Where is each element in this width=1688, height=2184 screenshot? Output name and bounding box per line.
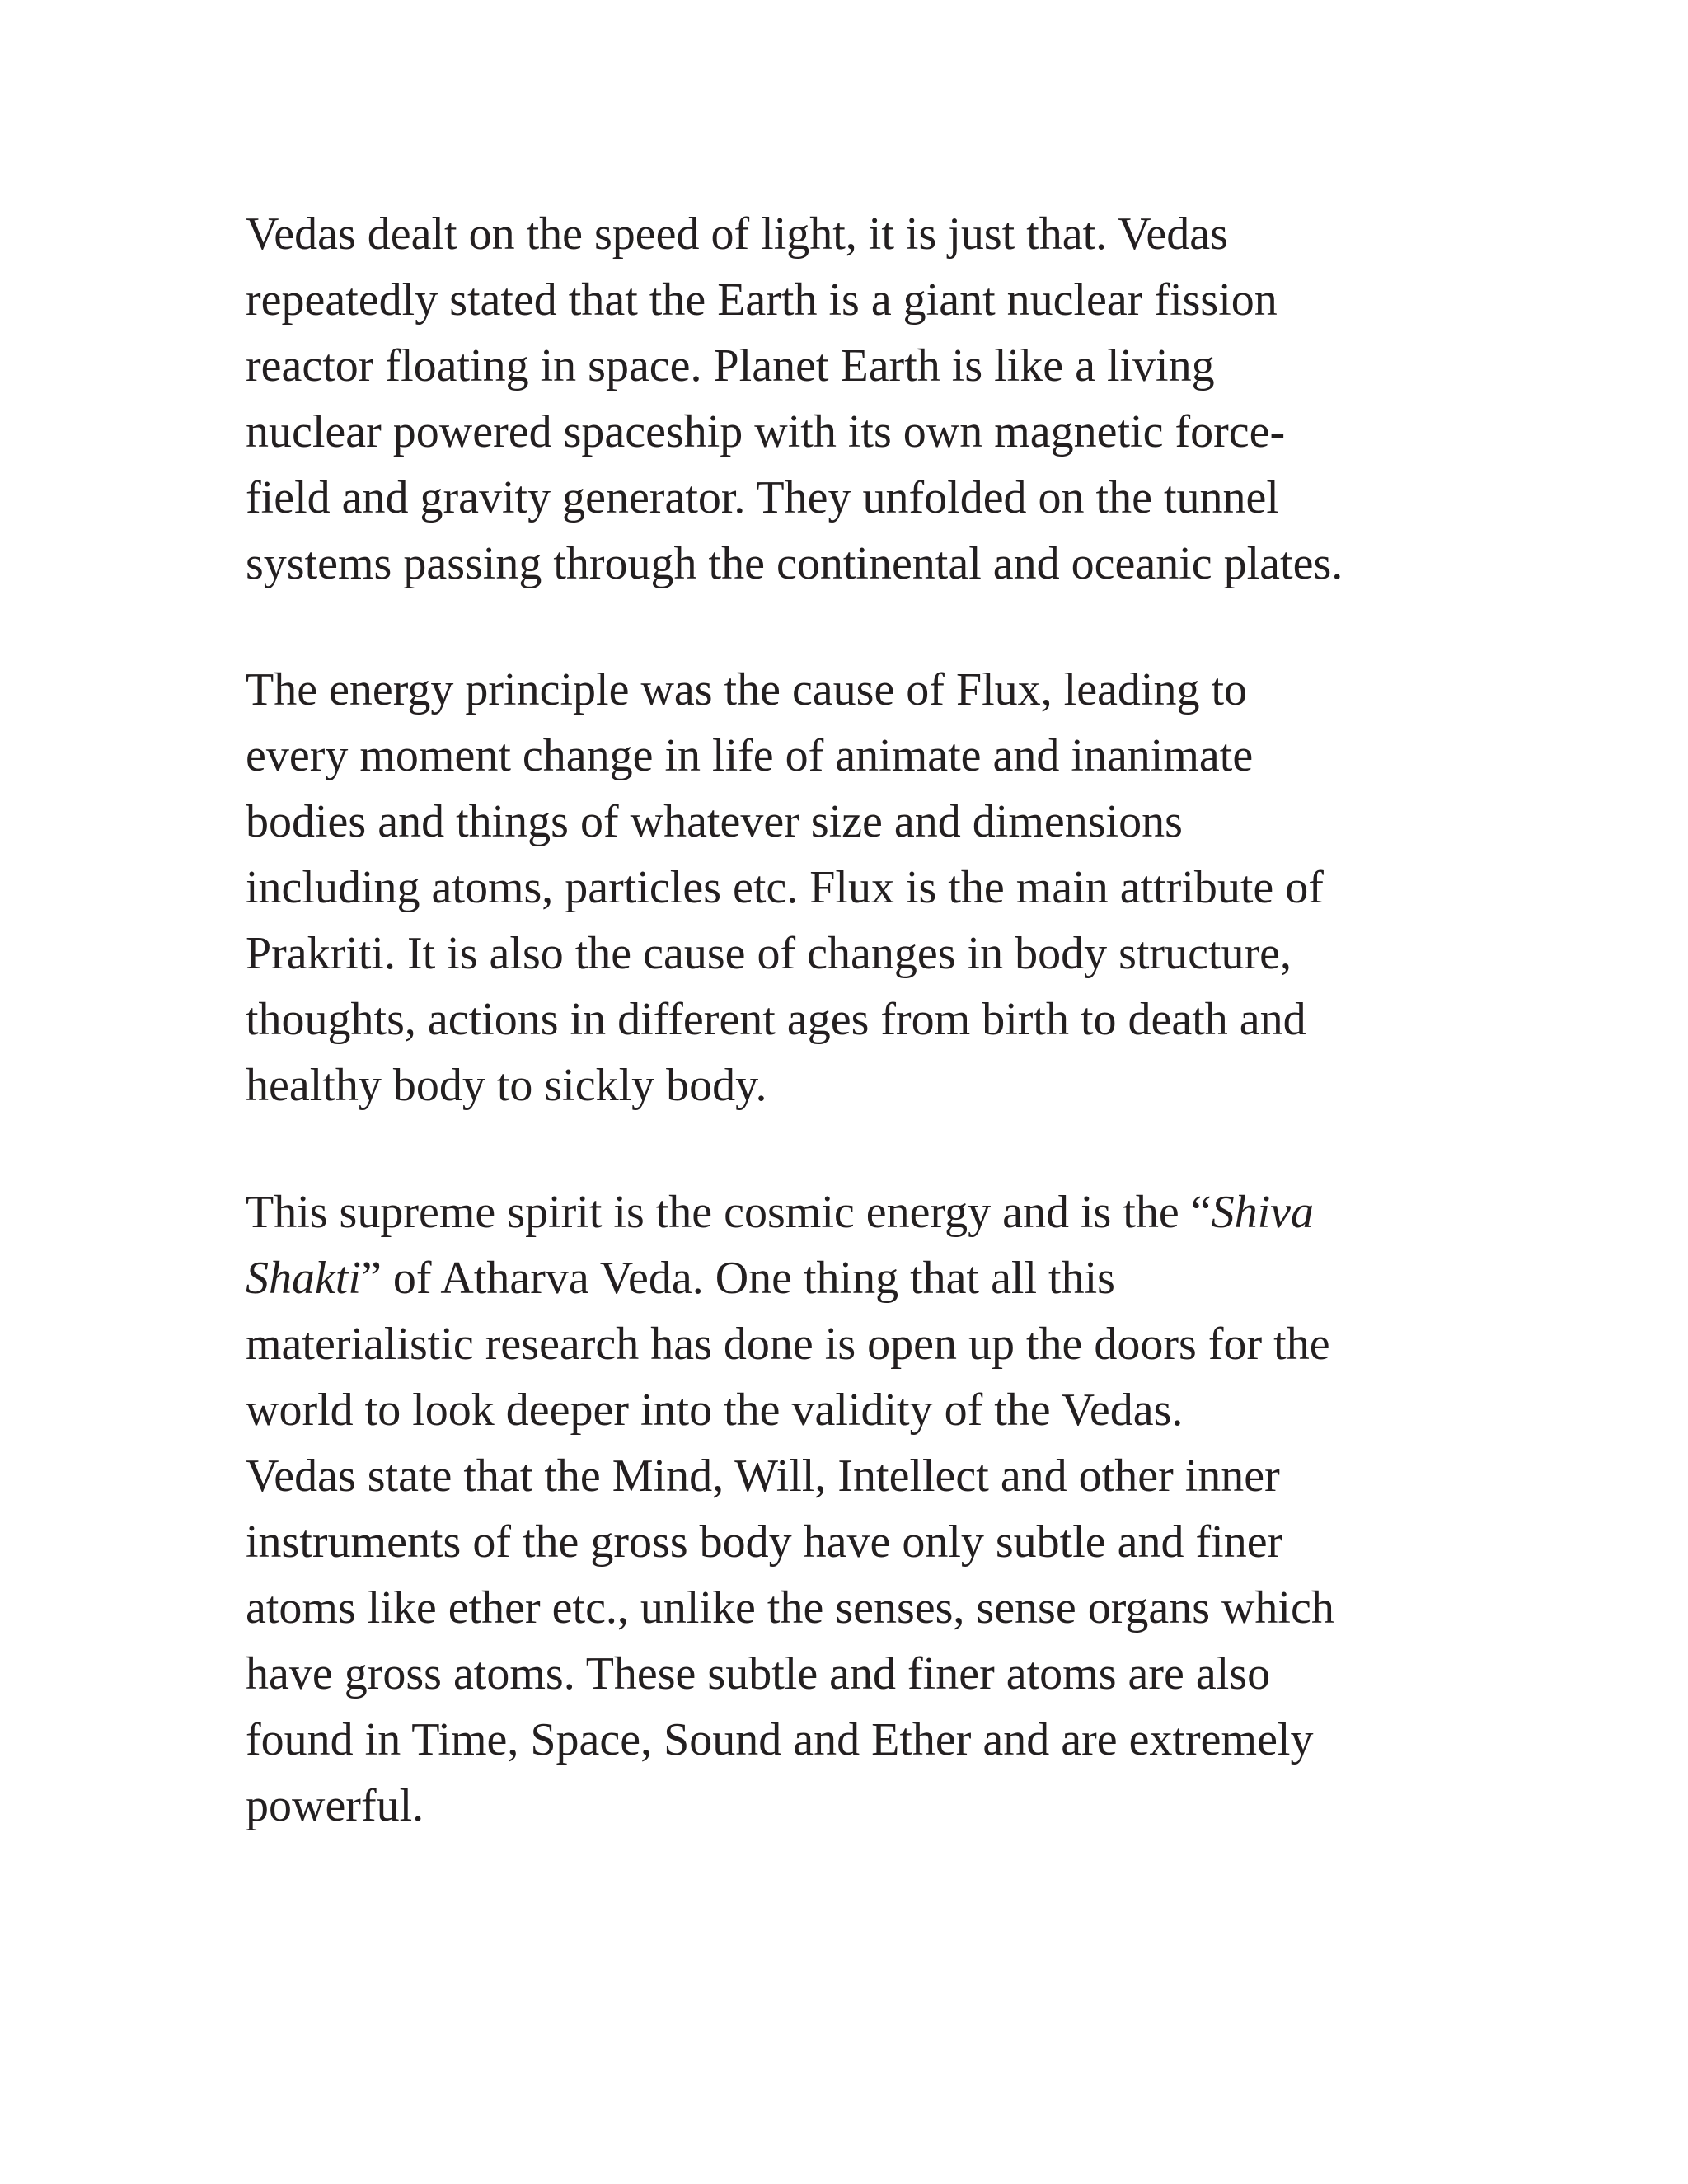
text-line: have gross atoms. These subtle and finer atoms are also [246, 1648, 1271, 1699]
text-line [246, 1179, 1465, 1245]
text-line: repeatedly stated that the Earth is a giant nuclear fission [246, 274, 1278, 326]
text-line: powerful. [246, 1780, 424, 1831]
text-line: bodies and things of whatever size and dimensions [246, 796, 1183, 847]
text-line: world to look deeper into the validity of the Vedas. [246, 1385, 1184, 1436]
text-line: thoughts, actions in different ages from birth to death and [246, 994, 1306, 1045]
text-line: field and gravity generator. They unfolded on the tunnel [246, 472, 1279, 523]
text-run: This supreme spirit is the cosmic energy and is the “ [246, 1187, 1212, 1238]
text-line: including atoms, particles etc. Flux is the main attribute of [246, 862, 1324, 913]
italic-term-shiva: Shiva [1211, 1187, 1315, 1238]
text-line: Prakriti. It is also the cause of changes in body structure, [246, 928, 1292, 979]
text-line: healthy body to sickly body. [246, 1060, 767, 1111]
text-line: atoms like ether etc., unlike the senses, sense organs which [246, 1582, 1334, 1633]
text-line: The energy principle was the cause of Flux, leading to [246, 664, 1248, 715]
paragraph-supreme-spirit [246, 1179, 1465, 1443]
paragraph-energy-principle [246, 657, 1465, 1118]
text-line: nuclear powered spaceship with its own magnetic force- [246, 406, 1286, 457]
paragraph-mind-will-intellect [246, 1443, 1465, 1839]
text-run: ” of Atharva Veda. One thing that all this [360, 1253, 1115, 1304]
text-line: reactor floating in space. Planet Earth is like a living [246, 340, 1215, 391]
text-line: every moment change in life of animate and inanimate [246, 730, 1254, 781]
paragraph-vedas-speed-of-light [246, 201, 1465, 597]
text-line: instruments of the gross body have only subtle and finer [246, 1516, 1283, 1568]
text-line: Vedas state that the Mind, Will, Intellect and other inner [246, 1451, 1280, 1502]
text-line [246, 1245, 1465, 1311]
text-line: systems passing through the continental and oceanic plates. [246, 538, 1343, 589]
text-line: materialistic research has done is open up the doors for the [246, 1319, 1330, 1370]
italic-term-shakti: Shakti [246, 1253, 361, 1304]
text-line: Vedas dealt on the speed of light, it is just that. Vedas [246, 209, 1228, 260]
text-line: found in Time, Space, Sound and Ether and are extremely [246, 1714, 1314, 1765]
